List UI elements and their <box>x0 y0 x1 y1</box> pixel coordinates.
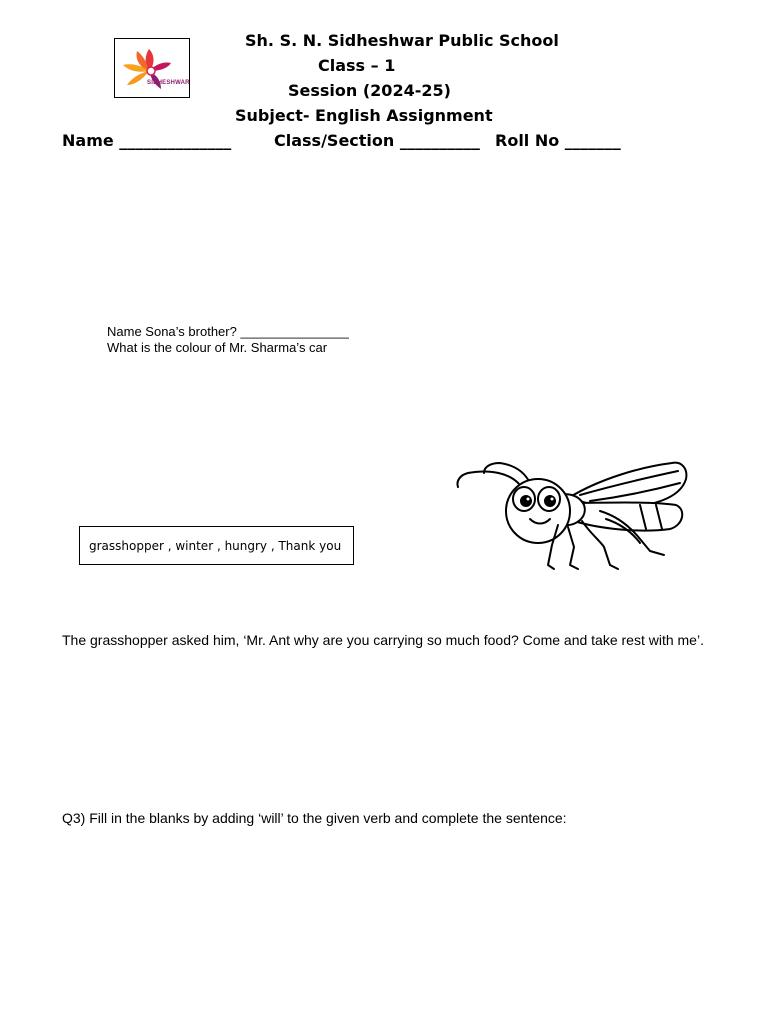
session-title: Session (2024-25) <box>288 81 451 100</box>
school-logo <box>114 38 190 98</box>
flower-flame-logo-icon <box>115 39 189 97</box>
word-bank-text: grasshopper , winter , hungry , Thank you <box>89 538 342 553</box>
logo-text: SIDHESHWAR <box>147 80 190 86</box>
passage-text: The grasshopper asked him, ‘Mr. Ant why are you carrying so much food? Come and take rest with me’. <box>62 632 704 648</box>
grasshopper-illustration-icon <box>450 455 695 580</box>
class-title: Class – 1 <box>318 56 396 75</box>
name-field: Name ______________ <box>62 131 232 150</box>
question-car-colour: What is the colour of Mr. Sharma’s car <box>107 340 328 355</box>
roll-no-field: Roll No _______ <box>495 131 621 150</box>
school-name: Sh. S. N. Sidheshwar Public School <box>245 31 559 50</box>
q3-instruction: Q3) Fill in the blanks by adding ‘will’ to the given verb and complete the sentence: <box>62 810 567 826</box>
question-brother: Name Sona’s brother? _______________ <box>107 324 349 339</box>
subject-title: Subject- English Assignment <box>235 106 493 125</box>
word-bank-box <box>79 526 354 565</box>
class-section-field: Class/Section __________ <box>274 131 480 150</box>
